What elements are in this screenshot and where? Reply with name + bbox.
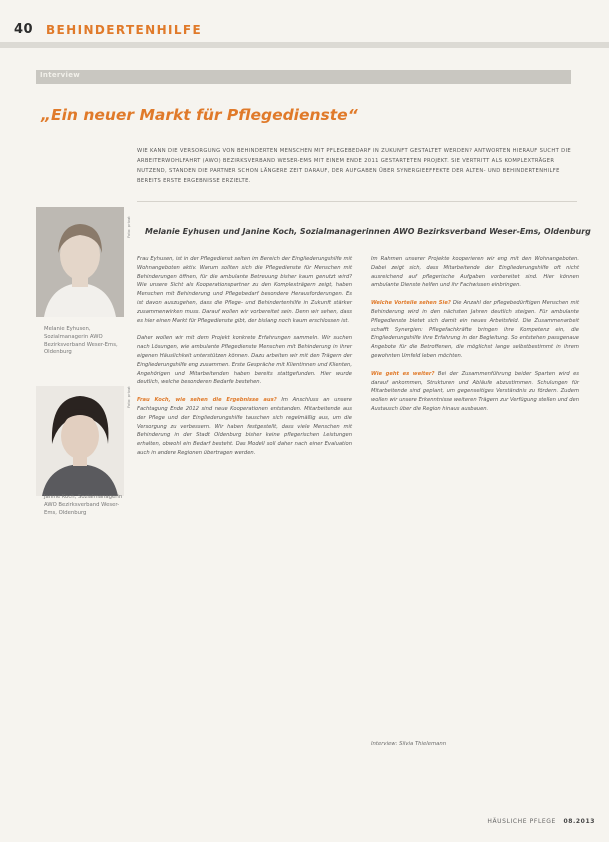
- section-title: BEHINDERTENHILFE: [46, 23, 203, 37]
- photo-credit-1: Foto: privat: [126, 216, 131, 238]
- paragraph: Welche Vorteile sehen Sie? Die Anzahl der pflegebedürftigen Menschen mit Behinderung wird in den nächsten Jahren deutlich steigen. Für ambulante Pflegedienste bietet sich damit ein neues Arbeitsfeld. Die Zusammenarbeit schafft Synergien: Pflegefachkräfte bringen ihre Kompetenz ein, die Eingliederungshilfe ihre Erfahrung in der Begleitung. So entstehen passgenaue Angebote für die Betroffenen, die möglichst lange selbstbestimmt in ihrem gewohnten Umfeld leben möchten.: [371, 300, 579, 359]
- photo-credit-2: Foto: privat: [126, 386, 131, 408]
- portrait-photo-1: [36, 207, 124, 317]
- interview-question: Wie geht es weiter?: [371, 370, 435, 377]
- lead-divider: [137, 201, 577, 202]
- text-column-right: [371, 255, 579, 423]
- issue-number: 08.2013: [563, 818, 595, 825]
- photo-caption-1: Melanie Eyhusen, Sozialmanagerin AWO Bezirksverband Weser-Ems, Oldenburg: [44, 326, 118, 356]
- paragraph: Frau Eyhusen, ist in der Pflegedienst selten im Bereich der Eingliederungshilfe mit Wohnangeboten aktiv. Warum sollten sich die Pflegedienste für Menschen mit Behinderungen öffnen, für die ambulante Betreuung bisher kaum genutzt wird? Wie unsere Sicht als Kooperationspartner zu den Komplexträgern zeigt, haben Menschen mit Behinderung und Pflegebedarf besondere Herausforderungen. Es ist davon auszugehen, dass die Pflege- und Behindertenhilfe in Zukunft stärker zusammenwirken muss. Darauf wollen wir vorbereitet sein. Denn wir sehen, dass es hier einen Markt für Pflegedienste gibt, der bislang noch kaum erschlossen ist.: [137, 256, 352, 324]
- magazine-name: HÄUSLICHE PFLEGE: [487, 818, 556, 825]
- kicker-bar: [36, 70, 571, 84]
- paragraph: Im Rahmen unserer Projekte kooperieren wir eng mit den Wohnangeboten. Dabei zeigt sich, dass Mitarbeitende der Eingliederungshilfe oft nicht ausreichend auf pflegerische Aufgaben vorbereitet sind. Hier können ambulante Dienste helfen und ihr Fachwissen einbringen.: [371, 256, 579, 289]
- portrait-1-image: [36, 207, 124, 317]
- paragraph: Frau Koch, wie sehen die Ergebnisse aus? Im Anschluss an unsere Fachtagung Ende 2012 sind neue Kooperationen entstanden. Mitarbeitende aus der Pflege und der Eingliederungshilfe tauschen sich regelmäßig aus, um die Versorgung zu verbessern. Wir haben festgestellt, dass viele Menschen mit Behinderung in der Stadt Oldenburg bisher keine pflegerischen Leistungen erhalten, obwohl ein Bedarf besteht. Das Modell soll daher nach einer Evaluation auch in andere Regionen übertragen werden.: [137, 397, 352, 456]
- paragraph: Daher wollen wir mit dem Projekt konkrete Erfahrungen sammeln. Wir suchen nach Lösungen, wie ambulante Pflegedienste Menschen mit Behinderung in ihrer eigenen Häuslichkeit unterstützen können. Dazu arbeiten wir mit den Trägern der Eingliederungshilfe eng zusammen. Erste Gespräche mit Klientinnen und Klienten, Angehörigen und Mitarbeitenden haben bereits stattgefunden. Hier wurde deutlich, welche besonderen Bedarfe bestehen.: [137, 335, 352, 386]
- header-divider: [0, 42, 609, 48]
- interview-question: Frau Koch, wie sehen die Ergebnisse aus?: [137, 397, 277, 404]
- kicker-label: Interview: [40, 71, 81, 79]
- paragraph: Wie geht es weiter? Bei der Zusammenführung beider Sparten wird es darauf ankommen, Strukturen und Abläufe abzustimmen. Schulungen für Mitarbeitende sind geplant, um gegenseitiges Verständnis zu fördern. Zudem wollen wir unsere Erkenntnisse weiteren Trägern zur Verfügung stellen und den Austausch über die Region hinaus ausbauen.: [371, 370, 579, 412]
- article-authors: Melanie Eyhusen und Janine Koch, Sozialmanagerinnen AWO Bezirksverband Weser-Ems, Oldenburg: [145, 227, 591, 236]
- text-column-left: [137, 255, 352, 467]
- interview-credit: Interview: Silvia Thielemann: [371, 741, 447, 747]
- article-lead: WIE KANN DIE VERSORGUNG VON BEHINDERTEN MENSCHEN MIT PFLEGEBEDARF IN ZUKUNFT GESTALTET WERDEN? ANTWORTEN HIERAUF SUCHT DIE ARBEITERWOHLFAHRT (AWO) BEZIRKSVERBAND WESER-EMS MIT EINEM ENDE 2011 GESTARTETEN PROJEKT. SIE VERTRITT ALS KOMPLEXTRÄGER NUTZEND, STANDEN DIE PARTNER SCHON LÄNGERE ZEIT DARAUF, DER AUFGABEN ÜBER SYNERGIEEFFEKTE DER ALTEN- UND BEHINDERTENHILFE BEREITS ERSTE ERGEBNISSE ERZIELTE.: [137, 148, 571, 184]
- article-title: „Ein neuer Markt für Pflegedienste“: [41, 106, 358, 124]
- portrait-2-image: [36, 386, 124, 496]
- page-number: 40: [14, 22, 34, 37]
- page-footer: [487, 818, 595, 825]
- portrait-photo-2: [36, 386, 124, 496]
- photo-caption-2: Janine Koch, Sozialmanagerin AWO Bezirksverband Weser-Ems, Oldenburg: [44, 494, 123, 516]
- interview-question: Welche Vorteile sehen Sie?: [371, 300, 451, 307]
